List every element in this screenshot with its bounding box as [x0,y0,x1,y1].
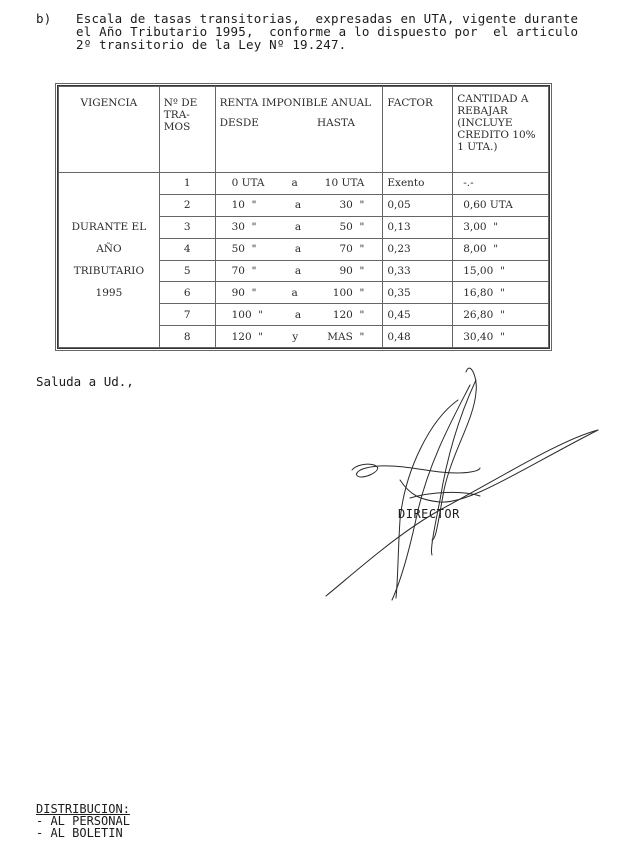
renta-desde: 50 " [231,243,257,256]
tramo-cell: 7 [159,304,215,326]
renta-sep: y [292,330,299,343]
renta-sep: a [291,177,298,190]
renta-desde: 30 " [231,221,257,234]
intro-line-1: Escala de tasas transitorias, expresadas en UTA, vigente durante [76,11,579,26]
renta-sep: a [294,308,302,321]
renta-desde: 10 " [231,199,257,212]
renta-hasta: 100 " [332,286,365,299]
vigencia-line: DURANTE EL [71,221,147,233]
renta-range-cell [215,282,383,304]
vigencia-cell [59,173,160,348]
tramo-cell: 5 [159,260,215,282]
renta-desde: 100 " [231,308,264,321]
cantidad-cell: 8,00 " [453,238,549,260]
signature-title: DIRECTOR [398,507,460,521]
factor-cell: 0,45 [383,304,453,326]
cantidad-cell: 26,80 " [453,304,549,326]
factor-cell: 0,23 [383,238,453,260]
tramo-cell: 2 [159,194,215,216]
header-factor: FACTOR [383,87,453,173]
tramo-cell: 3 [159,216,215,238]
vigencia-line: TRIBUTARIO [73,265,145,277]
distribution-heading: DISTRIBUCION: [36,802,130,816]
factor-cell: 0,35 [383,282,453,304]
cantidad-cell: 16,80 " [453,282,549,304]
renta-range-cell [215,216,383,238]
intro-line-2: el Año Tributario 1995, conforme a lo dispuesto por el articulo [76,24,579,39]
tramo-cell: 6 [159,282,215,304]
factor-cell: 0,48 [383,326,453,348]
factor-cell: 0,13 [383,216,453,238]
tramo-cell: 4 [159,238,215,260]
distribution-item: - AL PERSONAL [36,814,130,828]
header-tramos: Nº DE TRA- MOS [159,87,215,173]
renta-range-cell [215,194,383,216]
cantidad-cell: 15,00 " [453,260,549,282]
renta-range-cell [215,173,383,195]
renta-hasta: 30 " [339,199,365,212]
renta-hasta: 120 " [332,308,365,321]
renta-range-cell [215,260,383,282]
header-hasta: HASTA [316,117,355,129]
renta-sep: a [294,243,302,256]
header-vigencia: VIGENCIA [59,87,160,173]
renta-hasta: 70 " [339,243,365,256]
renta-sep: a [294,221,302,234]
item-marker: b) [36,11,52,26]
factor-cell: 0,05 [383,194,453,216]
intro-line-3: 2º transitorio de la Ley Nº 19.247. [76,37,347,52]
factor-cell: Exento [383,173,453,195]
header-desde: DESDE [219,117,259,129]
tax-rate-table [57,85,550,349]
renta-desde: 0 UTA [231,177,265,190]
renta-sep: a [294,264,302,277]
factor-cell: 0,33 [383,260,453,282]
cantidad-cell: -.- [453,173,549,195]
renta-hasta: 50 " [339,221,365,234]
renta-hasta: 90 " [339,264,365,277]
distribution-item: - AL BOLETIN [36,826,123,840]
renta-desde: 70 " [231,264,257,277]
renta-hasta: MAS " [327,330,365,343]
vigencia-line: 1995 [95,287,123,299]
cantidad-cell: 0,60 UTA [453,194,549,216]
header-renta: RENTA IMPONIBLE ANUAL DESDE HASTA [215,87,383,173]
renta-sep: a [294,199,302,212]
cantidad-cell: 3,00 " [453,216,549,238]
table-row [59,173,549,195]
renta-range-cell [215,326,383,348]
tramo-cell: 8 [159,326,215,348]
renta-desde: 120 " [231,330,264,343]
distribution-block [36,803,130,839]
renta-hasta: 10 UTA [324,177,365,190]
renta-range-cell [215,238,383,260]
renta-desde: 90 " [231,286,257,299]
renta-range-cell [215,304,383,326]
table-header-row [59,87,549,173]
tramo-cell: 1 [159,173,215,195]
vigencia-line: AÑO [96,243,122,255]
cantidad-cell: 30,40 " [453,326,549,348]
closing-salutation: Saluda a Ud., [36,374,134,389]
header-cantidad: CANTIDAD A REBAJAR (INCLUYE CREDITO 10% 1 UTA.) [453,87,549,173]
renta-sep: a [291,286,298,299]
